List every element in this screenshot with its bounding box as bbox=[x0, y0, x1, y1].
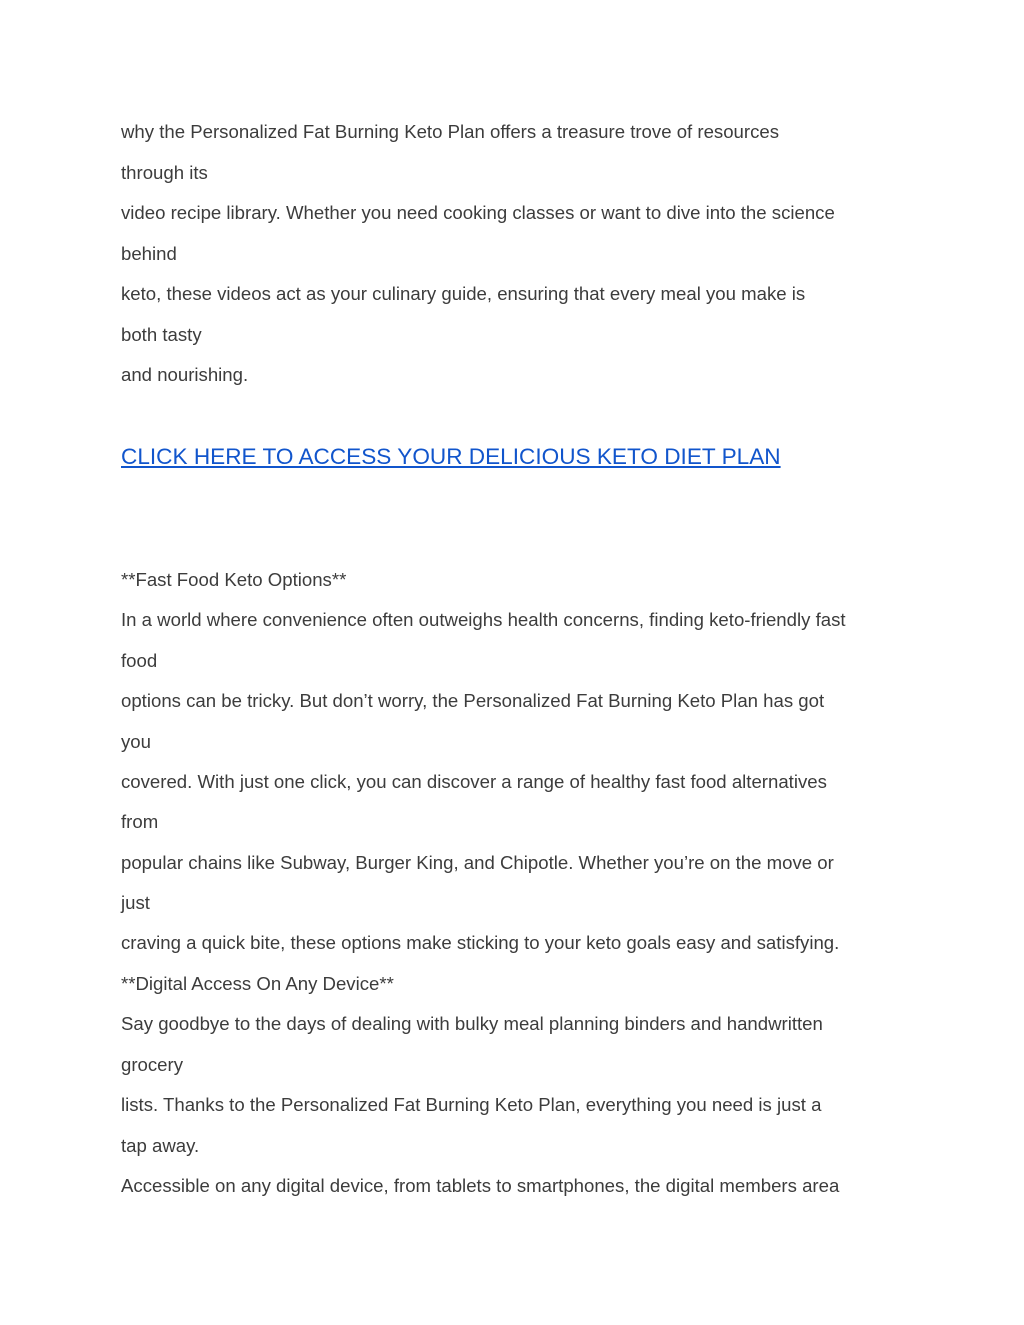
body-text-line: both tasty bbox=[121, 324, 202, 345]
body-text-line: popular chains like Subway, Burger King, and Chipotle. Whether you’re on the move or bbox=[121, 852, 834, 873]
body-text-line: options can be tricky. But don’t worry, the Personalized Fat Burning Keto Plan has got bbox=[121, 690, 825, 711]
body-text-line: Accessible on any digital device, from tablets to smartphones, the digital members area bbox=[121, 1175, 840, 1196]
body-text-line: tap away. bbox=[121, 1135, 200, 1156]
body-text-line: behind bbox=[121, 243, 177, 264]
body-text-line: covered. With just one click, you can discover a range of healthy fast food alternatives bbox=[121, 771, 827, 792]
body-text-line: food bbox=[121, 650, 158, 671]
section-heading-fast-food: **Fast Food Keto Options** bbox=[121, 569, 347, 590]
section-heading-digital-access: **Digital Access On Any Device** bbox=[121, 973, 394, 994]
body-text-line: video recipe library. Whether you need cooking classes or want to dive into the science bbox=[121, 202, 835, 223]
body-text-line: lists. Thanks to the Personalized Fat Burning Keto Plan, everything you need is just a bbox=[121, 1094, 822, 1115]
body-text-line: just bbox=[121, 892, 150, 913]
body-text-line: craving a quick bite, these options make sticking to your keto goals easy and satisfying. bbox=[121, 932, 840, 953]
body-text-line: keto, these videos act as your culinary guide, ensuring that every meal you make is bbox=[121, 283, 806, 304]
body-text-line: why the Personalized Fat Burning Keto Plan offers a treasure trove of resources bbox=[121, 121, 780, 142]
body-text-line: and nourishing. bbox=[121, 364, 249, 385]
body-text-line: through its bbox=[121, 162, 208, 183]
body-text-line: from bbox=[121, 811, 159, 832]
body-text-line: In a world where convenience often outweighs health concerns, finding keto-friendly fast bbox=[121, 609, 846, 630]
body-text-line: Say goodbye to the days of dealing with bulky meal planning binders and handwritten bbox=[121, 1013, 823, 1034]
keto-diet-plan-link[interactable]: CLICK HERE TO ACCESS YOUR DELICIOUS KETO DIET PLAN bbox=[121, 444, 781, 469]
body-text-line: grocery bbox=[121, 1054, 184, 1075]
body-text-line: you bbox=[121, 731, 151, 752]
